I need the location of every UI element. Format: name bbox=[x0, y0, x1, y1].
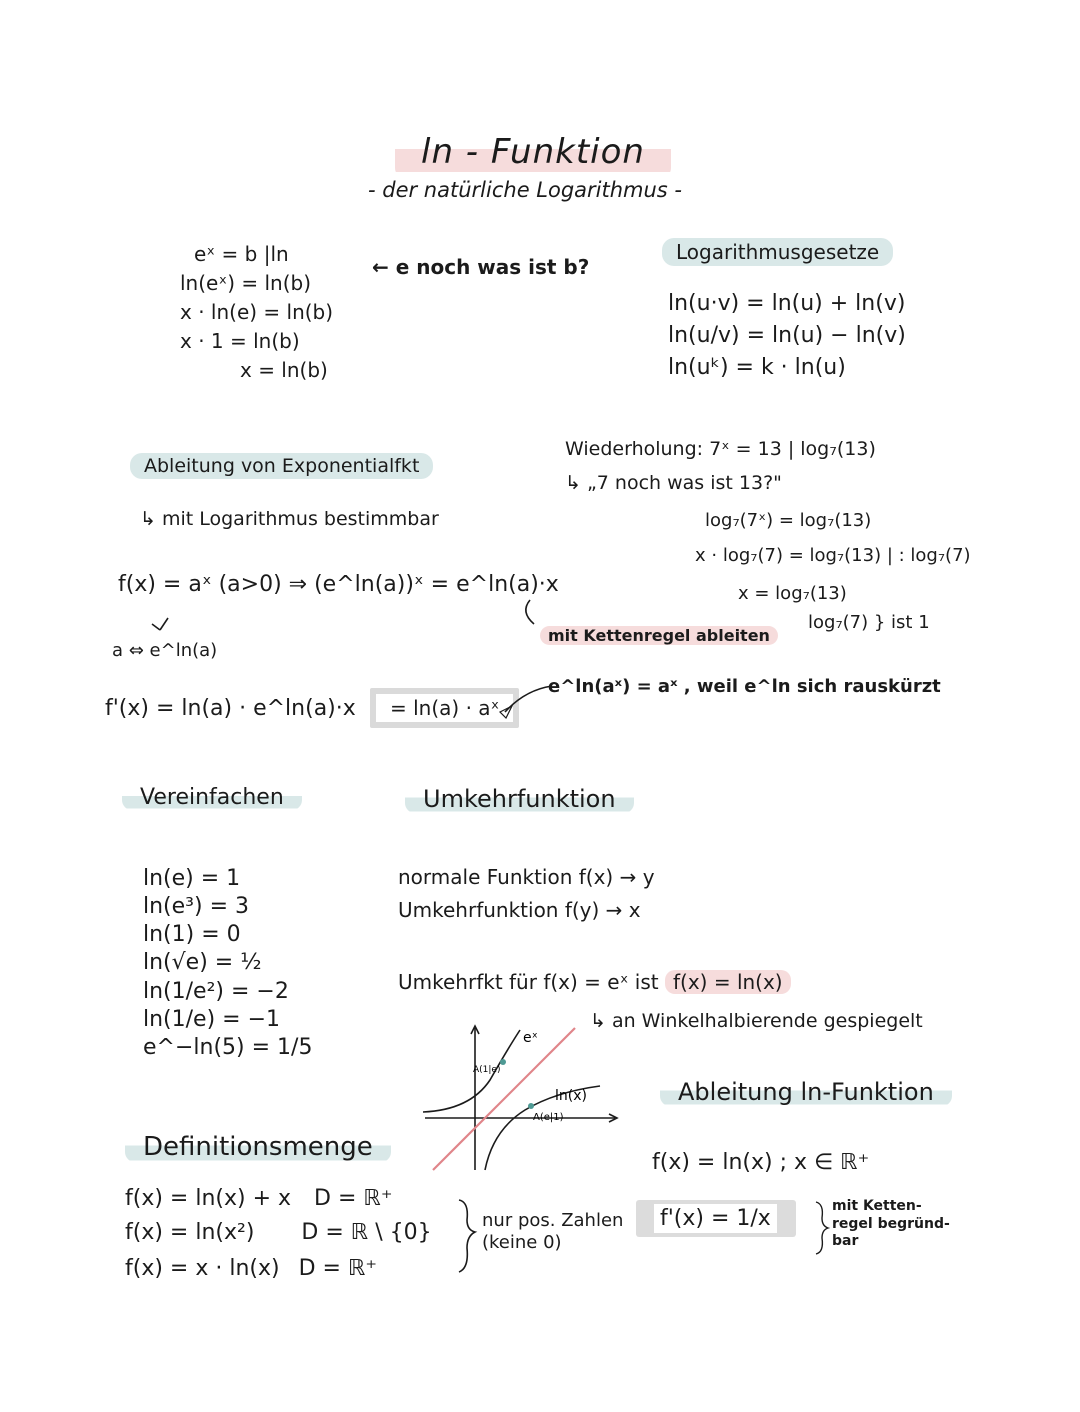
label-a1: A(1|e) bbox=[473, 1065, 501, 1075]
bisector-line bbox=[433, 1028, 575, 1170]
exp-derivative-heading: Ableitung von Exponentialfkt bbox=[130, 453, 433, 479]
domain-function: f(x) = ln(x) + x bbox=[125, 1186, 292, 1211]
repetition-line3: log₇(7ˣ) = log₇(13) bbox=[705, 510, 872, 531]
domain-function: f(x) = ln(x²) bbox=[125, 1220, 255, 1245]
domain-heading: Definitionsmenge bbox=[125, 1132, 391, 1162]
domain-value: D = ℝ \ {0} bbox=[301, 1220, 432, 1245]
domain-value: D = ℝ⁺ bbox=[298, 1256, 377, 1281]
derivation-line: x = ln(b) bbox=[240, 358, 328, 382]
exp-formula3: f'(x) = ln(a) · e^ln(a)·x bbox=[105, 696, 356, 721]
cancel-note: e^ln(aˣ) = aˣ , weil e^ln sich rauskürzt bbox=[548, 676, 941, 697]
point-a1 bbox=[500, 1059, 506, 1065]
domain-heading-wrap bbox=[125, 1132, 391, 1162]
exp-formula2: a ⇔ e^ln(a) bbox=[112, 640, 218, 661]
simplify-block bbox=[143, 865, 312, 1062]
chain-note: mit Kettenregel ableiten bbox=[540, 626, 778, 645]
repetition-line2: ↳ „7 noch was ist 13?" bbox=[565, 472, 782, 494]
inverse-ln-highlight: f(x) = ln(x) bbox=[665, 970, 791, 994]
repetition-line4: x · log₇(7) = log₇(13) | : log₇(7) bbox=[695, 545, 971, 566]
exp-derivative-sub: ↳ mit Logarithmus bestimmbar bbox=[140, 508, 439, 530]
domain-note1: nur pos. Zahlen bbox=[482, 1210, 624, 1231]
simplify-line: ln(1) = 0 bbox=[143, 922, 241, 948]
domain-brace bbox=[455, 1196, 481, 1276]
ln-fpx-box bbox=[636, 1200, 796, 1237]
repetition-line6: log₇(7) } ist 1 bbox=[808, 612, 930, 633]
inverse-line4: ↳ an Winkelhalbierende gespiegelt bbox=[590, 1010, 923, 1032]
label-lnx: ln(x) bbox=[555, 1088, 587, 1104]
page-title: ln - Funktion bbox=[421, 132, 645, 172]
ln-fx: f(x) = ln(x) ; x ∈ ℝ⁺ bbox=[652, 1150, 870, 1175]
simplify-line: ln(1/e²) = −2 bbox=[143, 978, 289, 1004]
domain-row bbox=[125, 1256, 377, 1281]
inverse-line2: Umkehrfunktion f(y) → x bbox=[398, 898, 641, 922]
domain-row bbox=[125, 1186, 392, 1211]
derivation-note: ← e noch was ist b? bbox=[372, 255, 590, 279]
ln-note-line: mit Ketten- bbox=[832, 1198, 922, 1214]
domain-value: D = ℝ⁺ bbox=[314, 1186, 393, 1211]
ln-fpx: f'(x) = 1/x bbox=[654, 1204, 777, 1233]
point-a2 bbox=[528, 1103, 534, 1109]
simplify-line: e^−ln(5) = 1/5 bbox=[143, 1034, 313, 1060]
simplify-heading-wrap bbox=[122, 785, 302, 810]
label-a2: A(e|1) bbox=[533, 1112, 564, 1123]
inverse-line1: normale Funktion f(x) → y bbox=[398, 865, 655, 889]
domain-row bbox=[125, 1220, 432, 1245]
derivation-line: eˣ = b |ln bbox=[194, 242, 289, 266]
page-subtitle: - der natürliche Logarithmus - bbox=[368, 178, 683, 202]
inverse-heading: Umkehrfunktion bbox=[405, 785, 634, 813]
simplify-line: ln(1/e) = −1 bbox=[143, 1006, 281, 1032]
exp-formula1: f(x) = aˣ (a>0) ⇒ (e^ln(a))ˣ = e^ln(a)·x bbox=[118, 572, 559, 597]
repetition-line1: Wiederholung: 7ˣ = 13 | log₇(13) bbox=[565, 438, 876, 460]
ln-derivative-heading: Ableitung ln-Funktion bbox=[660, 1078, 952, 1106]
ln-note-line: regel begründ- bbox=[832, 1215, 950, 1232]
inverse-heading-wrap bbox=[405, 785, 634, 813]
domain-function: f(x) = x · ln(x) bbox=[125, 1256, 280, 1281]
simplify-line: ln(e) = 1 bbox=[143, 866, 241, 891]
log-law-line: ln(u/v) = ln(u) − ln(v) bbox=[668, 322, 906, 348]
inverse-line3 bbox=[398, 970, 791, 994]
exp-curve bbox=[423, 1030, 520, 1112]
ln-note-line: bar bbox=[832, 1233, 859, 1249]
ln-derivative-heading-wrap bbox=[660, 1078, 952, 1106]
derivation-line: x · 1 = ln(b) bbox=[180, 329, 300, 353]
domain-note2: (keine 0) bbox=[482, 1232, 562, 1253]
ln-note bbox=[832, 1198, 950, 1251]
exp-result-box: = ln(a) · aˣ bbox=[370, 688, 519, 728]
log-law-line: ln(u·v) = ln(u) + ln(v) bbox=[668, 291, 906, 316]
inverse-line3-text: Umkehrfkt für f(x) = eˣ ist bbox=[398, 970, 659, 994]
derivation-line: ln(eˣ) = ln(b) bbox=[180, 271, 312, 295]
simplify-line: ln(√e) = ½ bbox=[143, 950, 262, 976]
repetition-line5: x = log₇(13) bbox=[738, 583, 847, 604]
derivation-line: x · ln(e) = ln(b) bbox=[180, 300, 334, 324]
log-laws-heading: Logarithmusgesetze bbox=[662, 238, 893, 266]
log-law-line: ln(uᵏ) = k · ln(u) bbox=[668, 354, 846, 380]
simplify-line: ln(e³) = 3 bbox=[143, 894, 249, 920]
ln-note-brace bbox=[812, 1200, 830, 1256]
simplify-heading: Vereinfachen bbox=[122, 785, 302, 810]
inverse-graph bbox=[415, 1020, 625, 1180]
label-ex: eˣ bbox=[523, 1030, 538, 1046]
